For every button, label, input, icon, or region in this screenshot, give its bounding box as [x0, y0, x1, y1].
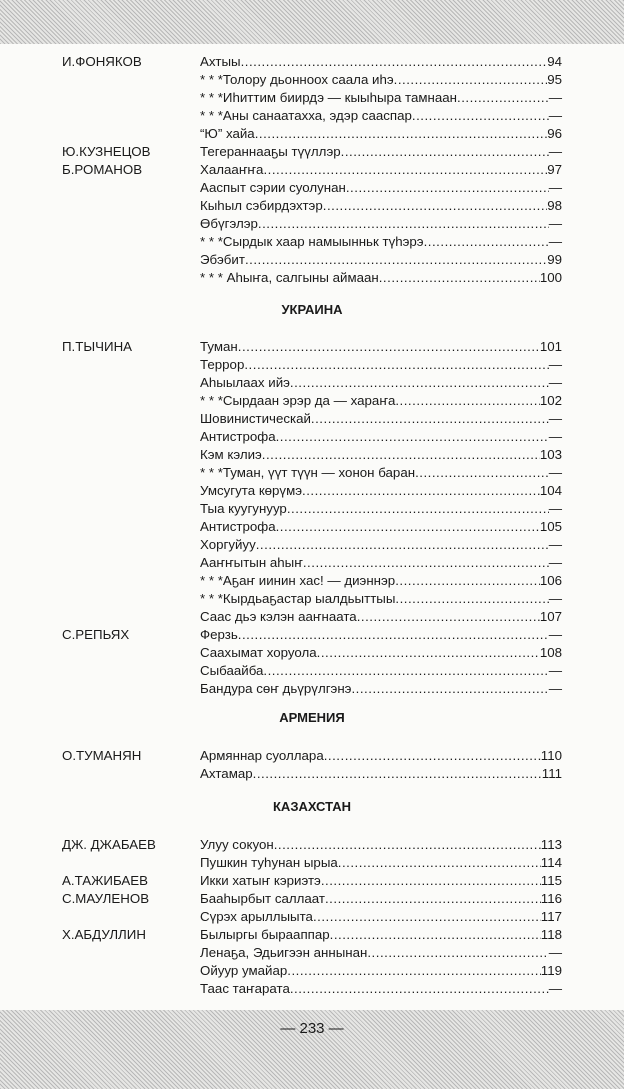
scan-border-top [0, 0, 624, 44]
entry-author: С.МАУЛЕНОВ [62, 891, 150, 906]
entry-author [62, 980, 200, 998]
entry-title: * * *Иһиттим биирдэ — кыыһыра тамнаан [200, 90, 457, 105]
entry-page: 104 [539, 483, 562, 498]
dot-leader [238, 338, 540, 356]
toc-entry [62, 392, 562, 410]
dot-leader [238, 626, 549, 644]
entry-page: 119 [540, 963, 562, 978]
toc-entry [62, 644, 562, 662]
entry-title: Бааһырбыт саллаат [200, 891, 325, 906]
entry-page: 116 [540, 891, 562, 906]
dot-leader [321, 872, 541, 890]
entry-page: — [548, 663, 562, 678]
toc-section [62, 747, 562, 783]
entry-title: Икки хатыҥ кэриэтэ [200, 873, 321, 888]
dot-leader [341, 143, 549, 161]
dot-leader [325, 890, 541, 908]
dot-leader [244, 356, 548, 374]
toc-entry [62, 71, 562, 89]
toc-entry [62, 410, 562, 428]
entry-author [62, 374, 200, 392]
entry-title: Ойуур умайар [200, 963, 288, 978]
entry-page: — [548, 375, 562, 390]
toc-entry [62, 53, 562, 71]
entry-title: “Ю” хайа [200, 126, 255, 141]
toc-entry [62, 251, 562, 269]
toc-entry [62, 926, 562, 944]
toc-entry [62, 554, 562, 572]
entry-author [62, 464, 200, 482]
entry-title: Ахтамар [200, 766, 253, 781]
entry-page: — [548, 945, 562, 960]
entry-author [62, 962, 200, 980]
entry-title: * * *Толору дьонноох саала иһэ [200, 72, 394, 87]
toc-section [62, 338, 562, 698]
entry-title: * * *Сырдаан эрэр да — хараҥа [200, 393, 396, 408]
dot-leader [287, 962, 541, 980]
entry-author [62, 356, 200, 374]
entry-author [62, 197, 200, 215]
entry-page: 117 [540, 909, 562, 924]
entry-author [62, 536, 200, 554]
toc-section [62, 836, 562, 998]
entry-author [62, 482, 200, 500]
entry-author [62, 765, 200, 783]
entry-title: Умсугута көрүмэ [200, 483, 302, 498]
toc-entry [62, 590, 562, 608]
toc-entry [62, 980, 562, 998]
entry-page: 98 [547, 198, 562, 213]
entry-title: Саас дьэ кэлэн ааҥнаата [200, 609, 357, 624]
entry-page: — [548, 234, 562, 249]
entry-page: 96 [547, 126, 562, 141]
entry-title: Армяннар суоллара [200, 748, 324, 763]
toc-entry [62, 89, 562, 107]
entry-page: — [548, 180, 562, 195]
dot-leader [262, 446, 540, 464]
entry-title: Саахымат хоруола [200, 645, 317, 660]
entry-page: 110 [540, 748, 562, 763]
toc-entry [62, 572, 562, 590]
dot-leader [395, 392, 539, 410]
entry-author: ДЖ. ДЖАБАЕВ [62, 837, 156, 852]
entry-author [62, 251, 200, 269]
entry-title: Бандура сөҥ дьүрүлгэнэ [200, 681, 352, 696]
toc-entry [62, 482, 562, 500]
toc-entry [62, 536, 562, 554]
entry-title: Былыргы бырааппар [200, 927, 330, 942]
entry-title: * * *Аны санаатахха, эдэр сааспар [200, 108, 412, 123]
entry-author [62, 554, 200, 572]
dot-leader [255, 125, 548, 143]
dot-leader [395, 572, 540, 590]
entry-author: П.ТЫЧИНА [62, 339, 133, 354]
dot-leader [324, 747, 541, 765]
toc-entry [62, 233, 562, 251]
entry-title: Халааҥҥа [200, 162, 264, 177]
section-heading: КАЗАХСТАН [273, 799, 351, 814]
dot-leader [290, 980, 549, 998]
entry-page: — [548, 627, 562, 642]
dot-leader [276, 428, 549, 446]
entry-title: Таас таҥарата [200, 981, 290, 996]
entry-page: 113 [540, 837, 562, 852]
entry-title: Ферзь [200, 627, 238, 642]
toc-entry [62, 962, 562, 980]
toc-entry [62, 680, 562, 698]
entry-title: Ленаҕа, Эдьигээн аннынан [200, 945, 368, 960]
entry-page: 118 [540, 927, 562, 942]
dot-leader [317, 644, 540, 662]
entry-title: Ахтыы [200, 54, 241, 69]
entry-author [62, 572, 200, 590]
dot-leader [330, 926, 541, 944]
toc-entry [62, 161, 562, 179]
entry-title: Тыа куугунуур [200, 501, 287, 516]
entry-author [62, 215, 200, 233]
entry-title: Сүрэх арыллыыта [200, 909, 313, 924]
dot-leader [379, 269, 540, 287]
section-heading: УКРАИНА [281, 302, 343, 317]
dot-leader [367, 944, 548, 962]
entry-author: С.РЕПЬЯХ [62, 627, 130, 642]
toc-entry [62, 143, 562, 161]
entry-page: 101 [539, 339, 562, 354]
entry-author [62, 944, 200, 962]
entry-page: — [548, 555, 562, 570]
dot-leader [276, 518, 540, 536]
entry-title: Пушкин туһунан ырыа [200, 855, 338, 870]
entry-author [62, 392, 200, 410]
entry-title: Улуу сокуон [200, 837, 274, 852]
dot-leader [313, 908, 541, 926]
entry-page: — [548, 357, 562, 372]
dot-leader [357, 608, 540, 626]
entry-author [62, 518, 200, 536]
toc-entry [62, 374, 562, 392]
toc-entry [62, 428, 562, 446]
entry-title: * * *Сырдык хаар намыынньк түһэрэ [200, 234, 424, 249]
dot-leader [457, 89, 549, 107]
entry-page: 97 [547, 162, 562, 177]
entry-author [62, 644, 200, 662]
entry-title: Хоргуйуу [200, 537, 256, 552]
entry-author [62, 662, 200, 680]
entry-author: А.ТАЖИБАЕВ [62, 873, 148, 888]
toc-entry [62, 215, 562, 233]
dot-leader [290, 374, 549, 392]
entry-page: 114 [540, 855, 562, 870]
entry-page: 102 [539, 393, 562, 408]
entry-page: 100 [539, 270, 562, 285]
entry-title: Туман [200, 339, 238, 354]
entry-author [62, 908, 200, 926]
entry-page: 111 [541, 766, 562, 781]
entry-author [62, 446, 200, 464]
dot-leader [253, 765, 542, 783]
toc-entry [62, 890, 562, 908]
entry-author [62, 854, 200, 872]
dot-leader [338, 854, 541, 872]
toc-entry [62, 197, 562, 215]
entry-title: Эбэбит [200, 252, 245, 267]
dot-leader [245, 251, 547, 269]
entry-title: * * *Кырдьаҕастар ыалдьыттыы [200, 591, 396, 606]
toc-entry [62, 944, 562, 962]
entry-page: — [548, 981, 562, 996]
toc-entry [62, 446, 562, 464]
entry-author [62, 590, 200, 608]
entry-page: — [548, 429, 562, 444]
dot-leader [302, 482, 540, 500]
entry-page: 95 [547, 72, 562, 87]
entry-author [62, 680, 200, 698]
entry-page: — [548, 216, 562, 231]
dot-leader [263, 662, 548, 680]
toc-entry [62, 872, 562, 890]
dot-leader [303, 554, 549, 572]
toc-entry [62, 338, 562, 356]
entry-author [62, 125, 200, 143]
entry-page: — [548, 537, 562, 552]
entry-page: — [548, 108, 562, 123]
entry-title: * * * Аһыҥа, салгыны аймаан [200, 270, 379, 285]
dot-leader [263, 161, 547, 179]
section-heading: АРМЕНИЯ [279, 710, 345, 725]
entry-title: Ааҥҥытын аһыҥ [200, 555, 303, 570]
page-number: — 233 — [280, 1020, 344, 1037]
entry-title: Кэм кэлиэ [200, 447, 262, 462]
entry-page: — [548, 411, 562, 426]
entry-title: Ааспыт сэрии суолунан [200, 180, 346, 195]
entry-author [62, 71, 200, 89]
entry-page: — [548, 591, 562, 606]
entry-author [62, 233, 200, 251]
toc-entry [62, 836, 562, 854]
dot-leader [395, 590, 548, 608]
dot-leader [351, 680, 548, 698]
dot-leader [412, 107, 549, 125]
entry-page: 105 [539, 519, 562, 534]
entry-page: 108 [539, 645, 562, 660]
entry-author [62, 269, 200, 287]
entry-author [62, 608, 200, 626]
entry-author: Х.АБДУЛЛИН [62, 927, 146, 942]
toc-entry [62, 269, 562, 287]
entry-page: — [548, 681, 562, 696]
entry-author: И.ФОНЯКОВ [62, 54, 142, 69]
dot-leader [346, 179, 549, 197]
entry-page: — [548, 501, 562, 516]
entry-page: 115 [540, 873, 562, 888]
entry-title: Тегераннааҕы түүллэр [200, 144, 341, 159]
entry-page: — [548, 465, 562, 480]
entry-title: Өбүгэлэр [200, 216, 258, 231]
entry-author [62, 500, 200, 518]
toc-entry [62, 518, 562, 536]
toc-section [62, 53, 562, 287]
entry-title: * * *Аҕаҥ иинин хас! — диэннэр [200, 573, 396, 588]
toc-entry [62, 747, 562, 765]
dot-leader [394, 71, 548, 89]
toc-entry [62, 500, 562, 518]
toc-entry [62, 662, 562, 680]
toc-entry [62, 765, 562, 783]
dot-leader [323, 197, 547, 215]
dot-leader [424, 233, 549, 251]
dot-leader [287, 500, 549, 518]
entry-page: — [548, 144, 562, 159]
entry-title: Антистрофа [200, 429, 276, 444]
entry-title: Шовинистическай [200, 411, 311, 426]
entry-page: 107 [539, 609, 562, 624]
toc-entry [62, 908, 562, 926]
entry-author: Б.РОМАНОВ [62, 162, 143, 177]
entry-title: Антистрофа [200, 519, 276, 534]
entry-title: Террор [200, 357, 245, 372]
entry-page: 103 [539, 447, 562, 462]
entry-author [62, 179, 200, 197]
toc-entry [62, 854, 562, 872]
dot-leader [311, 410, 549, 428]
toc-entry [62, 107, 562, 125]
entry-author [62, 107, 200, 125]
entry-title: Сыбаайба [200, 663, 264, 678]
dot-leader [274, 836, 541, 854]
entry-title: Кыһыл сэбирдэхтэр [200, 198, 323, 213]
dot-leader [256, 536, 549, 554]
dot-leader [258, 215, 549, 233]
entry-author [62, 89, 200, 107]
entry-author: О.ТУМАНЯН [62, 748, 142, 763]
entry-title: Аһыылаах ийэ [200, 375, 290, 390]
entry-author: Ю.КУЗНЕЦОВ [62, 144, 151, 159]
dot-leader [415, 464, 549, 482]
toc-entry [62, 464, 562, 482]
entry-title: * * *Туман, үүт түүн — хонон баран [200, 465, 416, 480]
entry-page: 94 [547, 54, 562, 69]
toc-entry [62, 179, 562, 197]
toc-entry [62, 608, 562, 626]
toc-entry [62, 125, 562, 143]
dot-leader [241, 53, 548, 71]
entry-author [62, 428, 200, 446]
entry-author [62, 410, 200, 428]
toc-entry [62, 356, 562, 374]
toc-entry [62, 626, 562, 644]
entry-page: 106 [539, 573, 562, 588]
entry-page: 99 [547, 252, 562, 267]
entry-page: — [548, 90, 562, 105]
